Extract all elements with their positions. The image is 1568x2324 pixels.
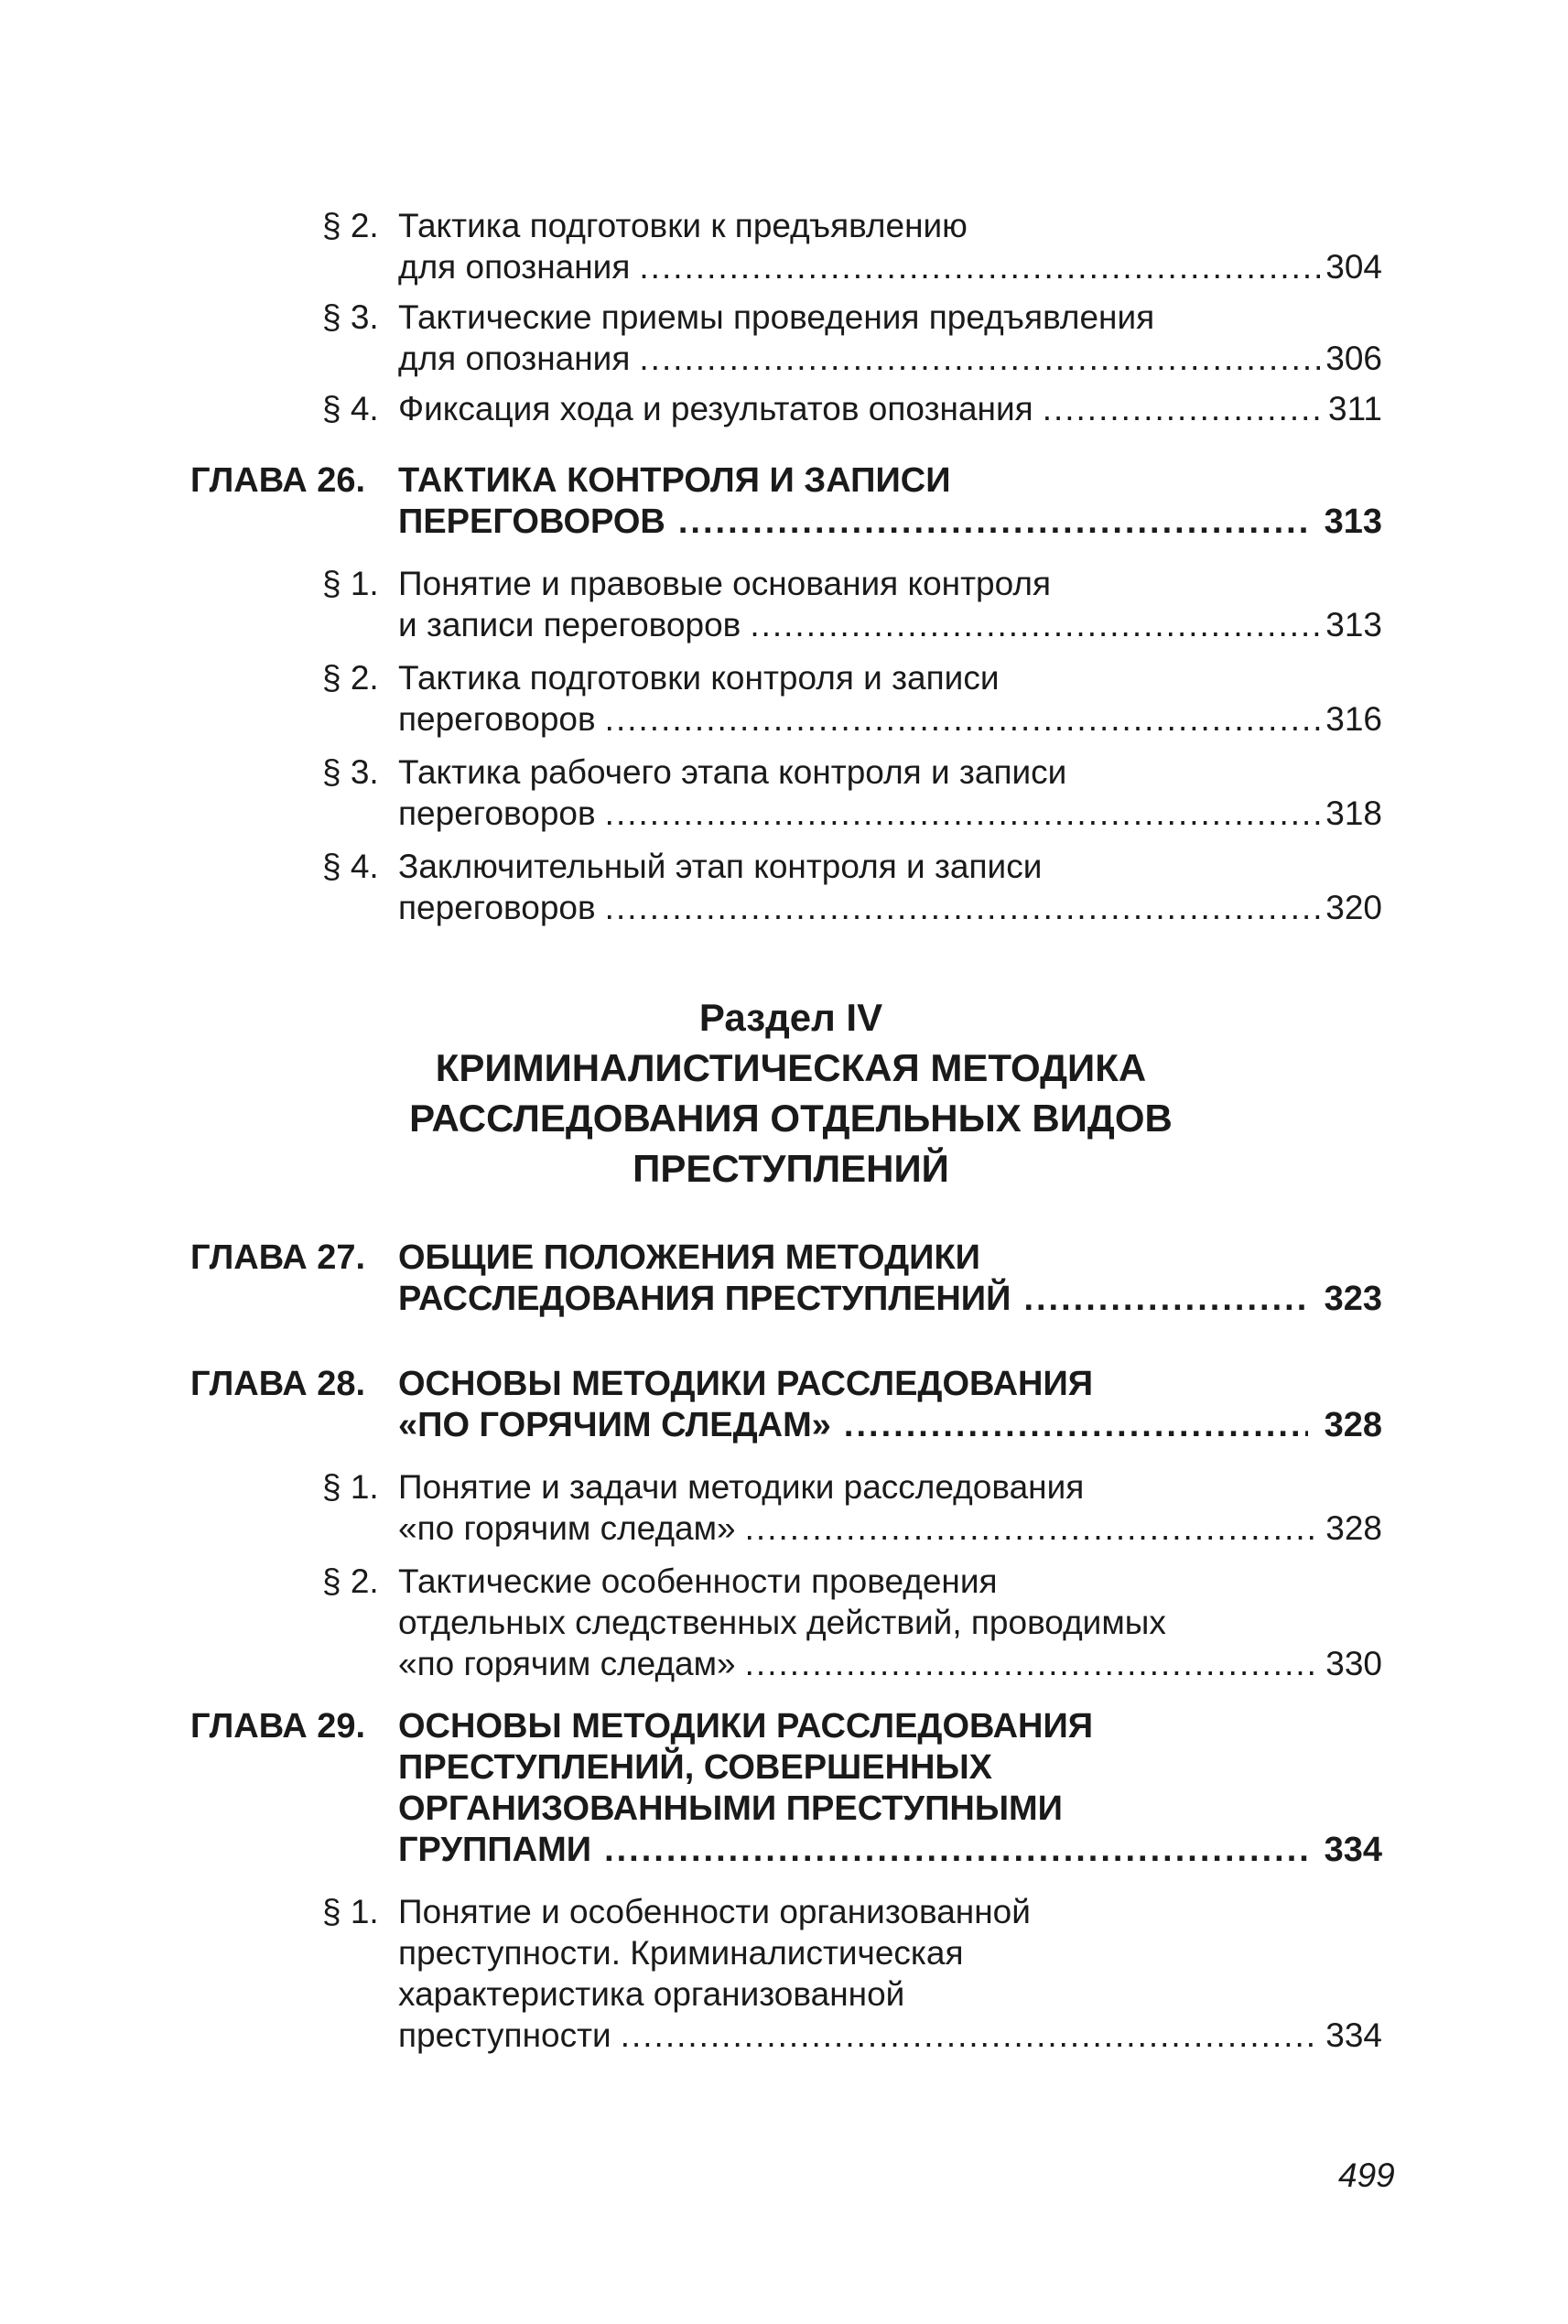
paragraph-title-line: Заключительный этап контроля и записи [398, 848, 1043, 885]
section-title-line: РАССЛЕДОВАНИЯ ОТДЕЛЬНЫХ ВИДОВ [409, 1097, 1173, 1140]
paragraph-title-line: «по горячим следам» [398, 1645, 736, 1682]
paragraph-number: § 2. [322, 1562, 379, 1600]
paragraph-number: § 1. [322, 565, 379, 602]
chapter-title-line: ПЕРЕГОВОРОВ [398, 503, 665, 541]
paragraph-title-line: Понятие и задачи методики расследования [398, 1468, 1085, 1506]
paragraph-number: § 3. [322, 298, 379, 336]
page-number: 318 [1325, 794, 1382, 832]
paragraph-number: § 2. [322, 207, 379, 244]
chapter-title-line: «ПО ГОРЯЧИМ СЛЕДАМ» [398, 1406, 831, 1444]
paragraph-title-line: Тактика рабочего этапа контроля и записи [398, 753, 1067, 791]
paragraph-title-line: преступности [398, 2016, 611, 2054]
toc-chapter[interactable] [190, 460, 1382, 543]
toc-paragraph[interactable] [190, 1561, 1382, 1684]
page-number: 306 [1325, 340, 1382, 377]
paragraph-title-line: Понятие и правовые основания контроля [398, 565, 1052, 602]
chapter-title-line: ОСНОВЫ МЕТОДИКИ РАССЛЕДОВАНИЯ [398, 1707, 1094, 1746]
chapter-title-line: ОБЩИЕ ПОЛОЖЕНИЯ МЕТОДИКИ [398, 1238, 980, 1277]
chapter-title-line: ПРЕСТУПЛЕНИЙ, СОВЕРШЕННЫХ [398, 1748, 993, 1787]
dot-leader [678, 502, 1308, 543]
toc-paragraph[interactable] [190, 1466, 1382, 1549]
page-number: 328 [1325, 1509, 1382, 1547]
paragraph-title-line: Тактика подготовки к предъявлению [398, 207, 968, 244]
paragraph-title-line: переговоров [398, 889, 596, 926]
paragraph-title-line: для опознания [398, 340, 631, 377]
toc-chapter[interactable] [190, 1364, 1382, 1446]
paragraph-number: § 4. [322, 390, 379, 427]
paragraph-number: § 1. [322, 1468, 379, 1506]
paragraph-title-line: Фиксация хода и результатов опознания [398, 390, 1033, 427]
dot-leader [605, 793, 1321, 834]
toc-paragraph[interactable] [190, 1891, 1382, 2056]
page-number: 334 [1324, 1831, 1382, 1869]
toc-paragraph[interactable] [190, 751, 1382, 834]
page-number: 320 [1325, 889, 1382, 926]
section-title-line: ПРЕСТУПЛЕНИЙ [633, 1147, 949, 1190]
table-of-contents [190, 205, 1382, 2056]
page-number: 313 [1324, 503, 1382, 541]
paragraph-title-line: и записи переговоров [398, 606, 741, 643]
section-label: Раздел IV [698, 996, 883, 1039]
toc-chapter[interactable] [190, 1238, 1382, 1320]
dot-leader [745, 1508, 1321, 1549]
dot-leader [639, 338, 1320, 379]
paragraph-title-line: для опознания [398, 248, 631, 286]
paragraph-number: § 3. [322, 753, 379, 791]
paragraph-title-line: переговоров [398, 700, 596, 738]
page-folio: 499 [1338, 2156, 1395, 2194]
toc-paragraph[interactable] [190, 205, 1382, 287]
page-number: 334 [1325, 2016, 1382, 2054]
paragraph-title-line: Тактические приемы проведения предъявления [398, 298, 1155, 336]
page-number: 311 [1328, 390, 1382, 427]
chapter-label: ГЛАВА 28. [190, 1365, 366, 1403]
section-title-line: КРИМИНАЛИСТИЧЕСКАЯ МЕТОДИКА [435, 1046, 1147, 1089]
chapter-label: ГЛАВА 27. [190, 1238, 366, 1277]
toc-paragraph[interactable] [190, 388, 1382, 429]
toc-paragraph[interactable] [190, 657, 1382, 740]
dot-leader [605, 887, 1321, 928]
dot-leader [745, 1643, 1321, 1684]
paragraph-title-line: характеристика организованной [398, 1975, 905, 2013]
page-number: 328 [1324, 1406, 1382, 1444]
section-heading [190, 992, 1382, 1194]
dot-leader [621, 2015, 1321, 2056]
dot-leader [605, 698, 1321, 740]
toc-paragraph[interactable] [190, 297, 1382, 379]
page-number: 304 [1325, 248, 1382, 286]
chapter-title-line: ОСНОВЫ МЕТОДИКИ РАССЛЕДОВАНИЯ [398, 1365, 1094, 1403]
dot-leader [844, 1405, 1308, 1446]
dot-leader [1043, 388, 1323, 429]
paragraph-title-line: Понятие и особенности организованной [398, 1893, 1031, 1930]
page-number: 313 [1325, 606, 1382, 643]
paragraph-title-line: преступности. Криминалистическая [398, 1934, 964, 1972]
dot-leader [1023, 1279, 1307, 1320]
dot-leader [604, 1830, 1308, 1871]
page-number: 316 [1325, 700, 1382, 738]
chapter-title-line: РАССЛЕДОВАНИЯ ПРЕСТУПЛЕНИЙ [398, 1280, 1011, 1318]
paragraph-title-line: переговоров [398, 794, 596, 832]
toc-chapter[interactable] [190, 1706, 1382, 1871]
paragraph-title-line: Тактика подготовки контроля и записи [398, 659, 1000, 697]
chapter-title-line: ОРГАНИЗОВАННЫМИ ПРЕСТУПНЫМИ [398, 1789, 1063, 1828]
dot-leader [639, 246, 1320, 287]
paragraph-number: § 1. [322, 1893, 379, 1930]
paragraph-title-line: Тактические особенности проведения [398, 1562, 998, 1600]
paragraph-number: § 2. [322, 659, 379, 697]
toc-paragraph[interactable] [190, 846, 1382, 928]
chapter-label: ГЛАВА 29. [190, 1707, 366, 1746]
paragraph-title-line: «по горячим следам» [398, 1509, 736, 1547]
chapter-title-line: ГРУППАМИ [398, 1831, 592, 1869]
paragraph-number: § 4. [322, 848, 379, 885]
page-number: 330 [1325, 1645, 1382, 1682]
toc-paragraph[interactable] [190, 563, 1382, 645]
dot-leader [750, 604, 1320, 645]
paragraph-title-line: отдельных следственных действий, проводимых [398, 1604, 1166, 1641]
chapter-label: ГЛАВА 26. [190, 461, 366, 500]
chapter-title-line: ТАКТИКА КОНТРОЛЯ И ЗАПИСИ [398, 461, 951, 500]
page-number: 323 [1324, 1280, 1382, 1318]
